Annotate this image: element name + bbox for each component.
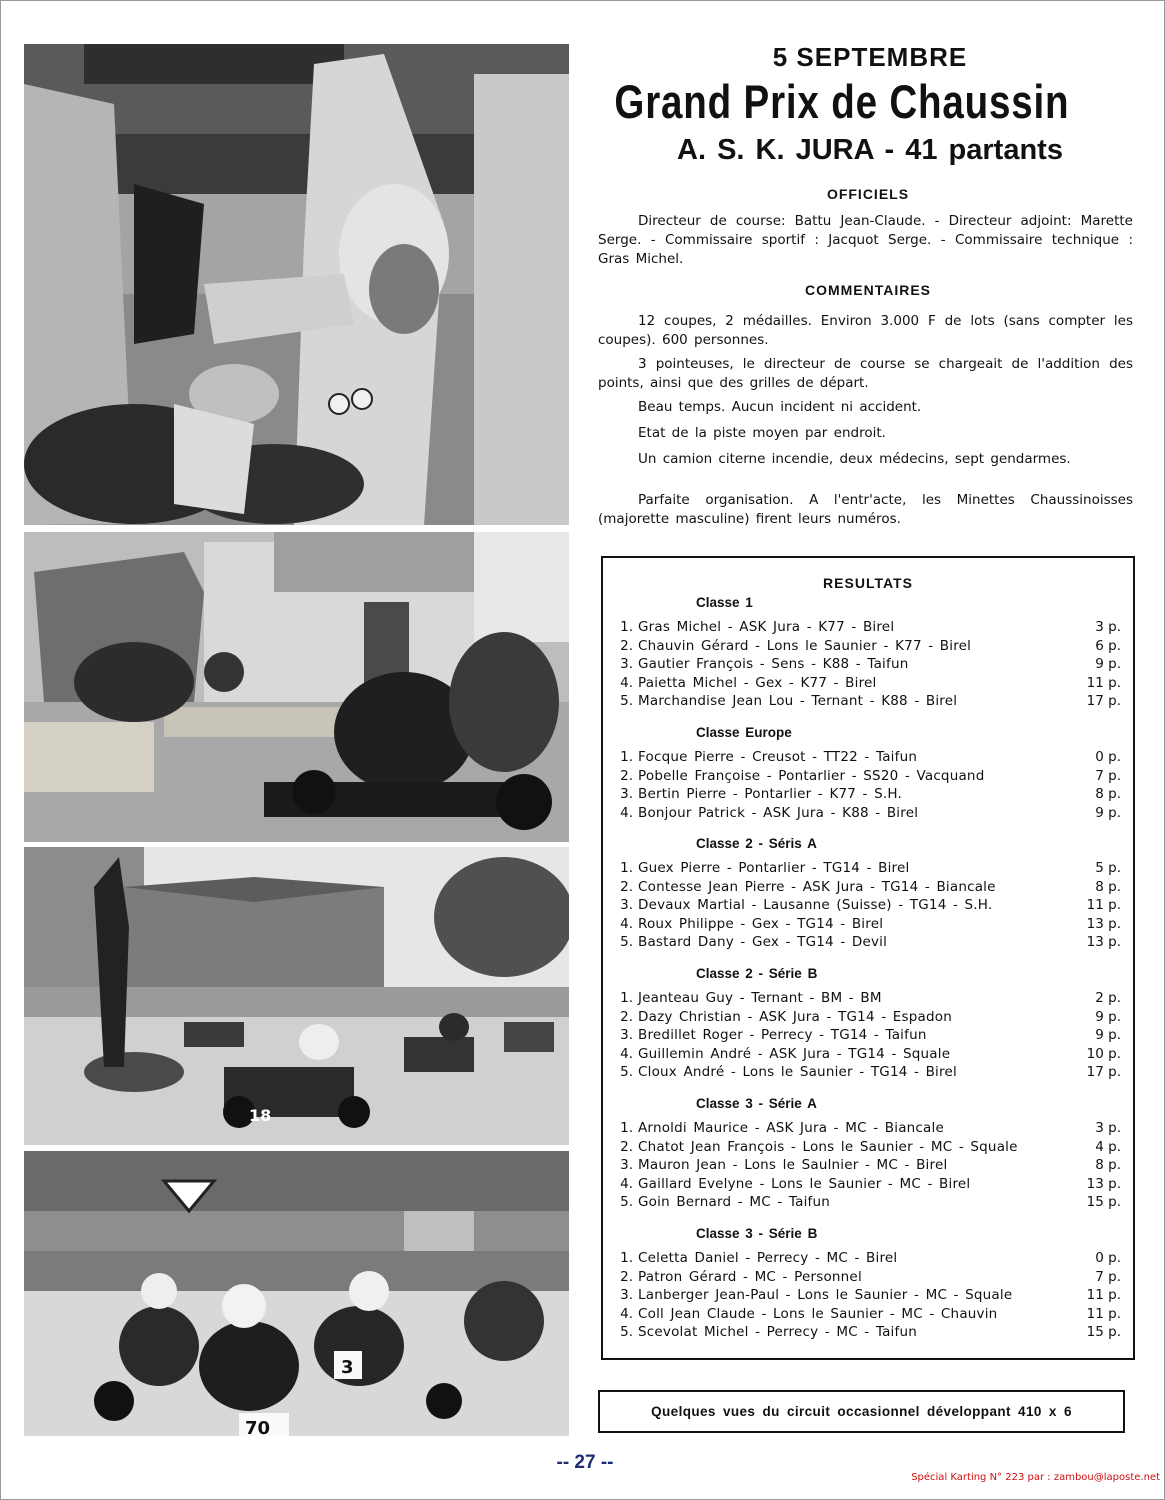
result-rank: 4.	[620, 915, 633, 932]
result-entrant: Chatot Jean François - Lons le Saunier - MC - Squale	[638, 1138, 1018, 1155]
result-row	[613, 656, 1121, 675]
result-points: 2 p.	[1095, 990, 1121, 1006]
result-points: 17 p.	[1086, 693, 1121, 710]
result-row	[613, 1250, 1121, 1269]
result-points: 17 p.	[1086, 1064, 1121, 1081]
result-points: 8 p.	[1095, 878, 1121, 895]
result-points: 10 p.	[1086, 1045, 1121, 1062]
result-points: 0 p.	[1095, 749, 1121, 765]
kart-number-18: 18	[249, 1106, 272, 1125]
result-row	[613, 916, 1121, 935]
result-rank: 3.	[620, 1027, 633, 1044]
result-entrant: Bredillet Roger - Perrecy - TG14 - Taifun	[638, 1027, 927, 1044]
result-row	[613, 1157, 1121, 1176]
result-entrant: Jeanteau Guy - Ternant - BM - BM	[638, 990, 882, 1006]
officiels-heading: OFFICIELS	[826, 186, 910, 202]
commentaire-paragraph	[598, 312, 1133, 350]
result-entrant: Dazy Christian - ASK Jura - TG14 - Espadon	[638, 1008, 952, 1025]
result-points: 11 p.	[1086, 1305, 1121, 1322]
result-points: 3 p.	[1095, 619, 1121, 635]
result-points: 8 p.	[1095, 1157, 1121, 1174]
result-points: 11 p.	[1086, 1287, 1121, 1304]
result-entrant: Devaux Martial - Lausanne (Suisse) - TG14 - S.H.	[638, 897, 993, 914]
result-entrant: Pobelle Françoise - Pontarlier - SS20 - Vacquand	[638, 767, 985, 784]
result-entrant: Marchandise Jean Lou - Ternant - K88 - Birel	[638, 693, 958, 710]
result-row	[613, 1306, 1121, 1325]
result-row	[613, 786, 1121, 805]
result-entrant: Arnoldi Maurice - ASK Jura - MC - Biancale	[638, 1120, 944, 1136]
result-rank: 5.	[620, 1064, 633, 1081]
result-rank: 1.	[620, 619, 633, 635]
result-points: 13 p.	[1086, 934, 1121, 951]
result-row	[613, 749, 1121, 768]
commentaires-heading: COMMENTAIRES	[804, 282, 932, 298]
result-rank: 3.	[620, 1157, 633, 1174]
result-row	[613, 638, 1121, 657]
classe-heading: Classe 3 - Série A	[696, 1096, 817, 1111]
commentaire-paragraph	[598, 450, 1133, 469]
kart-number-3: 3	[341, 1357, 354, 1378]
result-points: 15 p.	[1086, 1194, 1121, 1211]
result-rank: 5.	[620, 934, 633, 951]
result-row	[613, 1176, 1121, 1195]
result-entrant: Paietta Michel - Gex - K77 - Birel	[638, 674, 877, 691]
result-entrant: Guex Pierre - Pontarlier - TG14 - Birel	[638, 860, 910, 876]
page-number: -- 27 --	[556, 1452, 614, 1473]
result-rank: 1.	[620, 749, 633, 765]
result-entrant: Celetta Daniel - Perrecy - MC - Birel	[638, 1250, 898, 1266]
result-entrant: Coll Jean Claude - Lons le Saunier - MC - Chauvin	[638, 1305, 998, 1322]
result-rank: 2.	[620, 767, 633, 784]
results-heading: RESULTATS	[823, 575, 913, 591]
result-points: 9 p.	[1095, 804, 1121, 821]
officiels-text-content: Directeur de course: Battu Jean-Claude. - Directeur adjoint: Marette Serge. - Commissaire sportif : Jacquot Serge. - Commissaire technique : Gras Michel.	[598, 213, 1133, 267]
result-points: 13 p.	[1086, 915, 1121, 932]
result-rank: 4.	[620, 674, 633, 691]
photo-caption: Quelques vues du circuit occasionnel développant 410 x 6	[598, 1390, 1125, 1433]
result-row	[613, 897, 1121, 916]
result-points: 15 p.	[1086, 1324, 1121, 1341]
result-entrant: Bonjour Patrick - ASK Jura - K88 - Birel	[638, 804, 919, 821]
result-points: 3 p.	[1095, 1120, 1121, 1136]
result-rank: 2.	[620, 878, 633, 895]
result-entrant: Contesse Jean Pierre - ASK Jura - TG14 - Biancale	[638, 878, 996, 895]
result-entrant: Gautier François - Sens - K88 - Taifun	[638, 656, 909, 673]
commentaire-paragraph	[598, 424, 1133, 443]
classe-heading: Classe 3 - Série B	[696, 1226, 818, 1241]
commentaire-text: Etat de la piste moyen par endroit.	[638, 425, 886, 441]
result-row	[613, 1009, 1121, 1028]
result-entrant: Patron Gérard - MC - Personnel	[638, 1268, 862, 1285]
result-points: 9 p.	[1095, 656, 1121, 673]
results-box	[601, 556, 1135, 1360]
classe-heading: Classe Europe	[696, 725, 792, 740]
result-entrant: Gras Michel - ASK Jura - K77 - Birel	[638, 619, 895, 635]
photo-race-kart-18	[24, 847, 569, 1145]
classe-heading: Classe 1	[696, 595, 753, 610]
result-row	[613, 1324, 1121, 1343]
result-points: 11 p.	[1086, 674, 1121, 691]
commentaire-paragraph	[598, 355, 1133, 393]
result-points: 4 p.	[1095, 1138, 1121, 1155]
result-row	[613, 805, 1121, 824]
result-row	[613, 1064, 1121, 1083]
result-row	[613, 768, 1121, 787]
result-points: 7 p.	[1095, 767, 1121, 784]
classe-heading: Classe 2 - Série B	[696, 966, 818, 981]
result-rank: 4.	[620, 804, 633, 821]
result-entrant: Bastard Dany - Gex - TG14 - Devil	[638, 934, 888, 951]
result-row	[613, 619, 1121, 638]
result-entrant: Lanberger Jean-Paul - Lons le Saunier - MC - Squale	[638, 1287, 1013, 1304]
result-points: 11 p.	[1086, 897, 1121, 914]
officiels-text	[598, 212, 1133, 269]
result-row	[613, 990, 1121, 1009]
result-entrant: Guillemin André - ASK Jura - TG14 - Squale	[638, 1045, 951, 1062]
result-points: 7 p.	[1095, 1268, 1121, 1285]
result-rank: 1.	[620, 990, 633, 1006]
result-rank: 4.	[620, 1305, 633, 1322]
result-rank: 3.	[620, 786, 633, 803]
photo-officials-image	[24, 44, 569, 525]
commentaire-text: Un camion citerne incendie, deux médecins, sept gendarmes.	[638, 451, 1071, 467]
result-points: 0 p.	[1095, 1250, 1121, 1266]
commentaire-text: Beau temps. Aucun incident ni accident.	[638, 399, 922, 415]
result-row	[613, 1139, 1121, 1158]
result-entrant: Gaillard Evelyne - Lons le Saunier - MC - Birel	[638, 1175, 971, 1192]
result-row	[613, 1027, 1121, 1046]
photo-officials	[24, 44, 569, 525]
result-rank: 2.	[620, 1138, 633, 1155]
footer-credit: Spécial Karting N° 223 par : zambou@laposte.net	[911, 1472, 1160, 1483]
result-row	[613, 1046, 1121, 1065]
result-rank: 3.	[620, 656, 633, 673]
result-entrant: Scevolat Michel - Perrecy - MC - Taifun	[638, 1324, 917, 1341]
result-points: 9 p.	[1095, 1027, 1121, 1044]
result-row	[613, 934, 1121, 953]
result-rank: 5.	[620, 1194, 633, 1211]
result-row	[613, 860, 1121, 879]
result-entrant: Cloux André - Lons le Saunier - TG14 - Birel	[638, 1064, 957, 1081]
event-date: 5 SEPTEMBRE	[772, 42, 968, 72]
photo-starting-grid	[24, 532, 569, 842]
photo-karts-corner-image	[24, 1151, 569, 1436]
result-rank: 2.	[620, 1008, 633, 1025]
event-subtitle: A. S. K. JURA - 41 partants	[677, 134, 1063, 166]
result-points: 8 p.	[1095, 786, 1121, 803]
result-points: 9 p.	[1095, 1008, 1121, 1025]
result-rank: 4.	[620, 1175, 633, 1192]
photo-race-kart-18-image	[24, 847, 569, 1145]
result-entrant: Goin Bernard - MC - Taifun	[638, 1194, 830, 1211]
result-rank: 5.	[620, 1324, 633, 1341]
photo-starting-grid-image	[24, 532, 569, 842]
result-points: 5 p.	[1095, 860, 1121, 876]
result-row	[613, 693, 1121, 712]
result-rank: 2.	[620, 637, 633, 654]
result-entrant: Chauvin Gérard - Lons le Saunier - K77 - Birel	[638, 637, 972, 654]
commentaire-text: 12 coupes, 2 médailles. Environ 3.000 F de lots (sans compter les coupes). 600 personnes.	[598, 313, 1133, 348]
result-entrant: Mauron Jean - Lons le Saulnier - MC - Birel	[638, 1157, 948, 1174]
result-points: 13 p.	[1086, 1175, 1121, 1192]
commentaire-paragraph	[598, 398, 1133, 417]
result-row	[613, 1269, 1121, 1288]
result-rank: 4.	[620, 1045, 633, 1062]
result-entrant: Bertin Pierre - Pontarlier - K77 - S.H.	[638, 786, 902, 803]
result-row	[613, 1194, 1121, 1213]
result-rank: 3.	[620, 1287, 633, 1304]
kart-number-70: 70	[245, 1418, 271, 1436]
result-row	[613, 1287, 1121, 1306]
result-points: 6 p.	[1095, 637, 1121, 654]
result-row	[613, 879, 1121, 898]
commentaire-text: Parfaite organisation. A l'entr'acte, les Minettes Chaussinoisses (majorette masculine) firent leurs numéros.	[598, 492, 1133, 527]
result-row	[613, 675, 1121, 694]
result-rank: 1.	[620, 1250, 633, 1266]
result-entrant: Focque Pierre - Creusot - TT22 - Taifun	[638, 749, 918, 765]
result-rank: 1.	[620, 1120, 633, 1136]
result-row	[613, 1120, 1121, 1139]
result-rank: 3.	[620, 897, 633, 914]
commentaire-paragraph	[598, 491, 1133, 529]
result-entrant: Roux Philippe - Gex - TG14 - Birel	[638, 915, 884, 932]
photo-karts-corner	[24, 1151, 569, 1436]
commentaire-text: 3 pointeuses, le directeur de course se chargeait de l'addition des points, ainsi que des grilles de départ.	[598, 356, 1133, 391]
result-rank: 5.	[620, 693, 633, 710]
classe-heading: Classe 2 - Séris A	[696, 836, 817, 851]
result-rank: 1.	[620, 860, 633, 876]
result-rank: 2.	[620, 1268, 633, 1285]
event-title: Grand Prix de Chaussin	[614, 75, 1070, 128]
